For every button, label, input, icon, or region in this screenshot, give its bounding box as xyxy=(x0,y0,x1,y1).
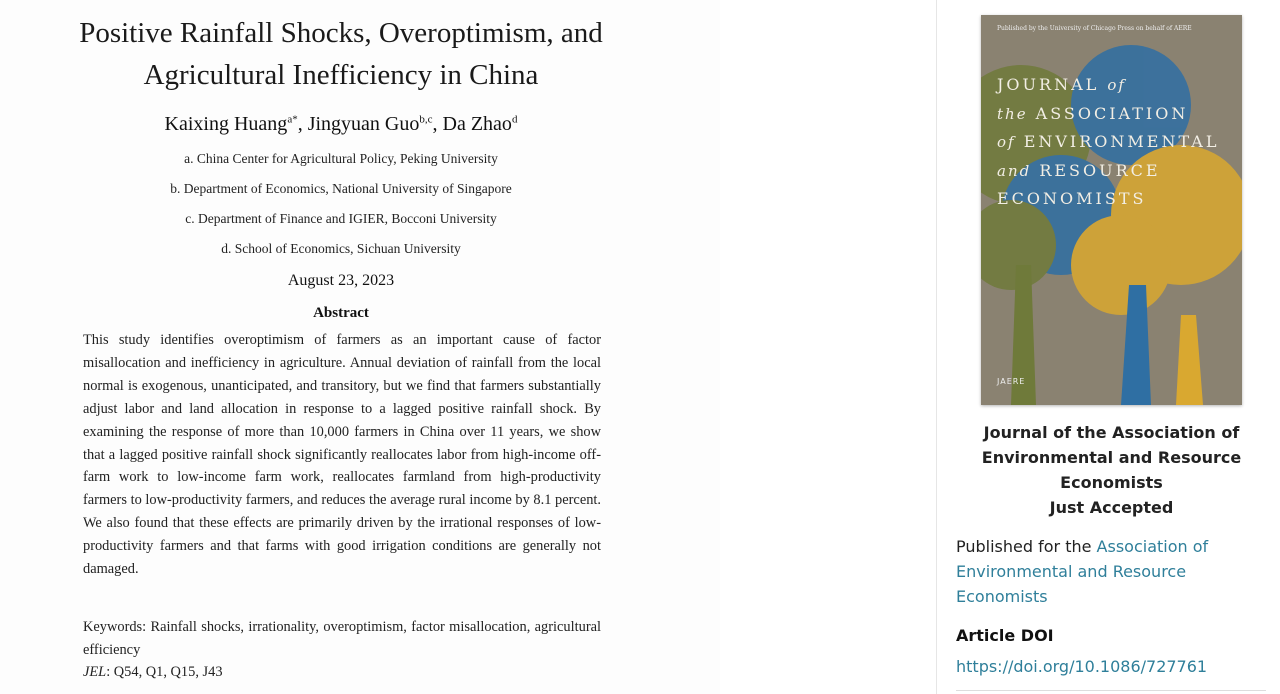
doi-heading: Article DOI xyxy=(956,626,1054,645)
published-for xyxy=(956,534,1246,609)
cover-publisher-line: Published by the University of Chicago Press on behalf of AERE xyxy=(997,25,1192,32)
author-sup: a* xyxy=(287,113,298,126)
journal-name-block xyxy=(981,420,1242,520)
journal-cover[interactable] xyxy=(981,15,1242,405)
cover-word: ECONOMISTS xyxy=(997,189,1147,208)
cover-word: and xyxy=(997,161,1032,180)
sidebar xyxy=(936,0,1280,694)
author: Da Zhao xyxy=(442,113,512,135)
abstract-text: This study identifies overoptimism of farmers as an important cause of factor misallocation and inefficiency in agriculture. Annual deviation of rainfall from the local normal is exogenous, unanticipated, and transitory, but we find that farmers substantially adjust labor and land allocation in response to a lagged positive rainfall shock. By examining the response of more than 10,000 farmers in China over 11 years, we show that a lagged positive rainfall shock significantly reallocates labor from high-income off-farm work to low-income farm work, reallocates farmland from high-productivity farmers to low-productivity farmers, and reduces the average rural income by 8.1 percent. We also found that these effects are primarily driven by the irrational responses of low-productivity farmers and that farms with good irrigation conditions are generally not damaged. xyxy=(83,332,601,578)
cover-word: RESOURCE xyxy=(1039,160,1161,180)
affiliation: b. Department of Economics, National University of Singapore xyxy=(170,181,512,196)
author-sup: b,c xyxy=(419,113,433,126)
keywords-block xyxy=(83,616,601,684)
cover-word: ENVIRONMENTAL xyxy=(1023,132,1220,151)
article-status: Just Accepted xyxy=(1049,498,1174,517)
author: Jingyuan Guo xyxy=(307,113,420,135)
cover-word: of xyxy=(997,133,1016,151)
author: Kaixing Huang xyxy=(164,113,288,135)
title-line: Agricultural Inefficiency in China xyxy=(143,59,539,91)
cover-title xyxy=(997,71,1219,213)
jel-label: JEL xyxy=(83,664,107,680)
title-line: Positive Rainfall Shocks, Overoptimism, and xyxy=(79,17,603,49)
cover-word: JOURNAL xyxy=(997,75,1100,94)
affiliation: c. Department of Finance and IGIER, Bocconi University xyxy=(185,211,497,226)
cover-word: ASSOCIATION xyxy=(1035,103,1189,123)
cover-word: the xyxy=(997,104,1028,123)
jel-codes xyxy=(83,661,601,684)
association-link[interactable]: Association of Environmental and Resource Economists xyxy=(956,537,1209,606)
jel-value: : Q54, Q1, Q15, J43 xyxy=(106,664,223,680)
keywords: Keywords: Rainfall shocks, irrationality, overoptimism, factor misallocation, agricultural efficiency xyxy=(83,619,601,658)
cover-word: of xyxy=(1107,76,1126,94)
doi-link[interactable]: https://doi.org/10.1086/727761 xyxy=(956,657,1208,676)
abstract-heading: Abstract xyxy=(313,305,369,321)
published-for-label: Published for the xyxy=(956,537,1097,556)
author-sup: d xyxy=(511,113,518,126)
paper-date: August 23, 2023 xyxy=(287,272,395,289)
divider xyxy=(956,690,1266,691)
cover-footer: JAERE xyxy=(997,377,1026,386)
paper-title xyxy=(30,12,652,96)
authors: Kaixing Huang$^{a*}$, Jingyuan Guo$^{b,c}$, Da Zhao$^d$ xyxy=(164,113,518,135)
journal-name: Journal of the Association of Environmental and Resource Economists xyxy=(981,423,1242,492)
affiliation: a. China Center for Agricultural Policy, Peking University xyxy=(184,151,498,166)
affiliation: d. School of Economics, Sichuan University xyxy=(221,241,461,256)
